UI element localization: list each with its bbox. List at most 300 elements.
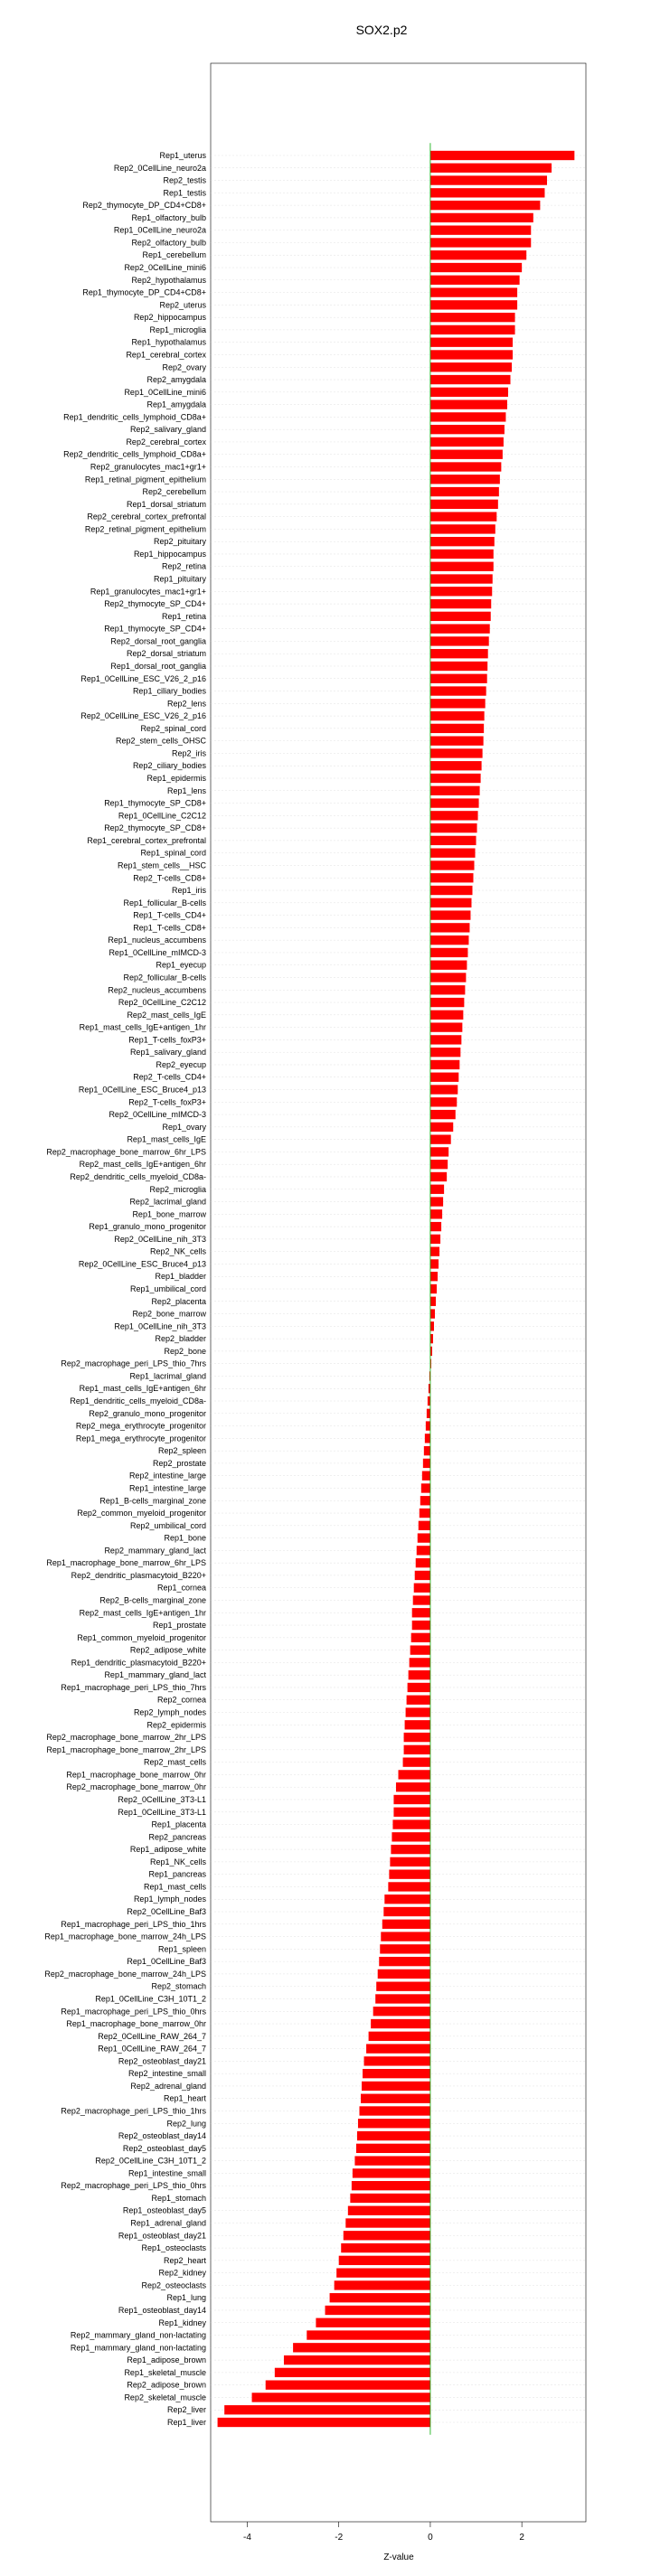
bar <box>430 674 487 683</box>
bar <box>336 2268 430 2277</box>
category-label: Rep1_0CellLine_RAW_264_7 <box>98 2044 206 2054</box>
bar <box>412 1621 430 1630</box>
bar <box>430 425 505 434</box>
bar <box>430 786 480 795</box>
category-label: Rep2_follicular_B-cells <box>123 973 206 982</box>
bar <box>430 935 469 945</box>
bar <box>430 761 482 770</box>
bar <box>275 2368 430 2377</box>
category-label: Rep1_0CellLine_mini6 <box>124 387 206 397</box>
category-label: Rep1_T-cells_CD4+ <box>133 910 206 920</box>
bar <box>430 574 493 583</box>
bar <box>399 1770 430 1779</box>
category-label: Rep1_eyecup <box>156 960 206 970</box>
bar <box>430 1147 448 1156</box>
category-label: Rep1_cerebellum <box>142 250 206 260</box>
category-label: Rep2_mast_cells_IgE <box>127 1010 206 1020</box>
category-label: Rep1_stem_cells__HSC <box>117 860 206 870</box>
bar <box>411 1633 430 1642</box>
bar <box>430 512 496 521</box>
category-label: Rep1_lens <box>166 785 206 795</box>
bar <box>430 1035 461 1044</box>
bar <box>430 636 489 645</box>
category-labels <box>44 151 206 2427</box>
bar <box>430 948 468 957</box>
bar <box>430 524 495 533</box>
bar <box>430 923 470 932</box>
category-label: Rep1_thymocyte_SP_CD8+ <box>104 798 206 808</box>
category-label: Rep1_granulocytes_mac1+gr1+ <box>90 587 206 597</box>
bar <box>430 811 478 820</box>
category-label: Rep2_bone <box>164 1346 206 1356</box>
category-label: Rep1_T-cells_CD8+ <box>133 923 206 933</box>
category-label: Rep2_microglia <box>149 1184 206 1194</box>
bar <box>430 1259 439 1268</box>
bar <box>396 1782 430 1791</box>
category-label: Rep2_0CellLine_3T3-L1 <box>118 1794 206 1804</box>
category-label: Rep2_osteoclasts <box>141 2280 206 2290</box>
category-label: Rep2_0CellLine_neuro2a <box>113 163 206 173</box>
bar <box>425 1434 430 1443</box>
bar <box>430 201 540 210</box>
x-tick-label: -2 <box>335 2533 344 2543</box>
category-label: Rep2_ovary <box>162 362 206 372</box>
bar <box>388 1882 430 1891</box>
category-label: Rep1_macrophage_bone_marrow_0hr <box>66 2019 206 2029</box>
bar <box>293 2343 430 2352</box>
category-label: Rep2_nucleus_accumbens <box>108 985 206 995</box>
category-label: Rep2_thymocyte_SP_CD8+ <box>104 823 206 833</box>
category-label: Rep1_T-cells_foxP3+ <box>128 1035 206 1045</box>
bar <box>430 213 533 222</box>
category-label: Rep2_pancreas <box>148 1832 206 1842</box>
bar <box>430 1097 457 1106</box>
category-label: Rep2_NK_cells <box>149 1246 206 1256</box>
bar <box>430 662 487 671</box>
category-label: Rep1_osteoblast_day21 <box>118 2231 206 2241</box>
category-label: Rep2_epidermis <box>146 1720 206 1730</box>
bar <box>412 1608 430 1617</box>
category-label: Rep1_liver <box>166 2418 206 2427</box>
bar <box>391 1845 430 1854</box>
bar <box>339 2256 430 2265</box>
bar <box>430 1073 458 1082</box>
bar <box>430 798 479 807</box>
category-label: Rep2_kidney <box>158 2268 206 2278</box>
category-label: Rep1_0CellLine_C3H_10T1_2 <box>95 1994 206 2004</box>
category-label: Rep1_mast_cells_IgE+antigen_6hr <box>79 1384 206 1394</box>
bar <box>430 1297 436 1306</box>
bar <box>344 2231 430 2240</box>
bar <box>384 1894 430 1904</box>
bar <box>353 2168 430 2177</box>
bar <box>430 1160 448 1169</box>
category-label: Rep1_dendritic_plasmacytoid_B220+ <box>71 1658 206 1668</box>
category-label: Rep2_0CellLine_mIMCD-3 <box>108 1110 206 1120</box>
category-label: Rep2_stomach <box>151 1981 206 1991</box>
x-tick-label: -4 <box>243 2533 251 2543</box>
bar <box>404 1745 430 1754</box>
bar <box>430 724 484 733</box>
category-label: Rep1_macrophage_bone_marrow_2hr_LPS <box>46 1744 206 1754</box>
bar <box>430 612 491 621</box>
bar <box>418 1533 430 1542</box>
category-label: Rep1_osteoclasts <box>141 2243 206 2253</box>
bar <box>430 737 484 746</box>
category-label: Rep1_umbilical_cord <box>129 1284 206 1293</box>
bar <box>393 1808 429 1817</box>
category-label: Rep1_iris <box>171 886 206 896</box>
category-label: Rep2_dendritic_cells_myeloid_CD8a- <box>70 1171 206 1181</box>
category-label: Rep2_placenta <box>151 1296 206 1306</box>
bar <box>423 1459 430 1468</box>
category-label: Rep1_mast_cells_IgE <box>127 1134 206 1144</box>
category-label: Rep2_heart <box>163 2255 206 2265</box>
bar <box>405 1720 430 1729</box>
bar <box>382 1920 430 1929</box>
category-label: Rep1_macrophage_peri_LPS_thio_7hrs <box>61 1682 206 1692</box>
bar <box>378 1970 430 1979</box>
x-axis-ticks <box>243 2522 524 2543</box>
bar <box>430 1321 434 1330</box>
bar <box>376 1982 430 1991</box>
category-label: Rep2_olfactory_bulb <box>131 238 206 248</box>
category-label: Rep2_spleen <box>157 1446 206 1456</box>
category-label: Rep1_0CellLine_ESC_V26_2_p16 <box>80 673 206 683</box>
bar <box>430 313 515 322</box>
category-label: Rep1_macrophage_peri_LPS_thio_0hrs <box>61 2007 206 2017</box>
category-label: Rep2_0CellLine_ESC_V26_2_p16 <box>80 711 206 721</box>
bar <box>335 2280 430 2289</box>
bar <box>393 1795 429 1804</box>
category-label: Rep2_osteoblast_day5 <box>122 2143 206 2153</box>
category-label: Rep1_intestine_large <box>128 1483 206 1493</box>
category-label: Rep2_lacrimal_gland <box>129 1197 206 1207</box>
category-label: Rep2_cerebellum <box>142 487 206 497</box>
bar <box>416 1558 430 1567</box>
category-label: Rep2_skeletal_muscle <box>124 2393 206 2402</box>
bar <box>361 2094 430 2103</box>
bar <box>430 1309 435 1318</box>
category-label: Rep1_ciliary_bodies <box>132 686 206 696</box>
category-label: Rep2_ciliary_bodies <box>132 761 206 771</box>
category-label: Rep2_amygdala <box>146 375 206 385</box>
bar <box>359 2106 429 2115</box>
bar <box>430 350 513 359</box>
bar <box>430 462 501 471</box>
category-label: Rep1_retina <box>161 611 206 621</box>
bar <box>430 1185 444 1194</box>
bar <box>427 1409 430 1418</box>
category-label: Rep2_lens <box>166 699 206 709</box>
bar <box>430 1272 438 1281</box>
category-label: Rep1_thymocyte_SP_CD4+ <box>104 624 206 634</box>
category-label: Rep2_intestine_large <box>128 1471 206 1481</box>
category-label: Rep2_B-cells_marginal_zone <box>99 1595 206 1605</box>
category-label: Rep1_cerebral_cortex_prefrontal <box>87 835 206 845</box>
category-label: Rep2_hippocampus <box>133 313 206 323</box>
category-label: Rep2_0CellLine_mini6 <box>124 263 206 273</box>
bar <box>364 2056 430 2065</box>
category-label: Rep1_microglia <box>149 324 206 334</box>
category-label: Rep2_adrenal_gland <box>130 2081 206 2091</box>
category-label: Rep1_granulo_mono_progenitor <box>89 1222 206 1232</box>
category-label: Rep1_thymocyte_DP_CD4+CD8+ <box>82 287 206 297</box>
bar <box>430 263 522 272</box>
bar <box>430 325 515 334</box>
category-label: Rep2_lung <box>166 2119 206 2129</box>
bar <box>366 2044 430 2053</box>
bar <box>406 1707 430 1716</box>
category-label: Rep1_0CellLine_mIMCD-3 <box>108 947 206 957</box>
category-label: Rep2_retinal_pigment_epithelium <box>84 524 206 534</box>
bar <box>369 2032 430 2041</box>
bar <box>404 1733 430 1742</box>
category-label: Rep2_mast_cells_IgE+antigen_6hr <box>79 1160 206 1170</box>
category-label: Rep2_pituitary <box>153 537 206 547</box>
category-label: Rep1_bladder <box>155 1272 206 1282</box>
category-label: Rep2_mast_cells <box>143 1757 206 1767</box>
bar <box>430 388 508 397</box>
bar <box>419 1521 430 1530</box>
category-label: Rep2_spinal_cord <box>140 723 206 733</box>
bar <box>430 500 498 509</box>
category-label: Rep2_bladder <box>155 1334 206 1344</box>
bar <box>430 1134 451 1143</box>
bar <box>392 1832 430 1841</box>
category-label: Rep2_stem_cells_OHSC <box>115 736 206 746</box>
category-label: Rep2_bone_marrow <box>132 1309 206 1319</box>
category-label: Rep1_mega_erythrocyte_progenitor <box>75 1434 206 1443</box>
category-label: Rep2_osteoblast_day14 <box>118 2131 206 2141</box>
bar <box>430 961 467 970</box>
category-label: Rep1_mammary_gland_lact <box>104 1670 206 1680</box>
x-axis-title: Z-value <box>383 2552 414 2562</box>
category-label: Rep2_0CellLine_ESC_Bruce4_p13 <box>78 1259 206 1269</box>
bar <box>380 1944 430 1953</box>
category-label: Rep1_common_myeloid_progenitor <box>77 1632 206 1642</box>
bar <box>326 2306 430 2315</box>
bar <box>420 1496 430 1505</box>
bar <box>426 1421 430 1430</box>
bar <box>350 2194 430 2203</box>
bar <box>417 1546 430 1555</box>
bar <box>430 587 492 596</box>
bar <box>430 711 485 720</box>
bar <box>430 686 486 695</box>
bar <box>362 2082 430 2091</box>
category-label: Rep2_dendritic_plasmacytoid_B220+ <box>71 1570 206 1580</box>
category-label: Rep1_spinal_cord <box>140 848 206 858</box>
bar <box>430 1060 459 1069</box>
category-label: Rep2_common_myeloid_progenitor <box>77 1509 206 1518</box>
category-label: Rep1_mast_cells <box>143 1882 206 1892</box>
category-label: Rep1_intestine_small <box>127 2168 206 2178</box>
category-label: Rep1_follicular_B-cells <box>123 898 206 907</box>
bar <box>430 1209 442 1218</box>
category-label: Rep1_hypothalamus <box>131 337 206 347</box>
category-label: Rep1_heart <box>163 2093 206 2103</box>
bar <box>373 2007 430 2016</box>
bar <box>218 2418 430 2427</box>
bar <box>430 873 474 882</box>
category-label: Rep1_macrophage_peri_LPS_thio_1hrs <box>61 1919 206 1929</box>
category-label: Rep2_osteoblast_day21 <box>118 2056 206 2066</box>
category-label: Rep2_testis <box>163 175 206 185</box>
bar <box>224 2405 430 2414</box>
category-label: Rep2_adipose_white <box>129 1645 206 1655</box>
category-label: Rep2_dorsal_striatum <box>126 649 206 659</box>
category-label: Rep2_macrophage_peri_LPS_thio_0hrs <box>61 2181 206 2191</box>
category-label: Rep1_cerebral_cortex <box>126 350 206 360</box>
category-label: Rep2_salivary_gland <box>129 425 206 435</box>
bar <box>356 2144 430 2153</box>
bar <box>430 849 476 858</box>
bar <box>413 1595 430 1604</box>
bar <box>430 599 491 608</box>
category-label: Rep2_hypothalamus <box>131 275 206 285</box>
bar <box>430 1172 447 1181</box>
category-label: Rep1_osteoblast_day5 <box>122 2205 206 2215</box>
bar <box>252 2393 430 2402</box>
category-label: Rep1_macrophage_bone_marrow_6hr_LPS <box>46 1558 206 1568</box>
bar <box>410 1645 430 1654</box>
bar <box>430 238 531 247</box>
bar <box>410 1658 430 1667</box>
bar <box>381 1932 430 1941</box>
category-label: Rep2_thymocyte_DP_CD4+CD8+ <box>82 201 206 211</box>
bar <box>430 1246 439 1255</box>
category-label: Rep2_liver <box>166 2405 206 2415</box>
bar <box>430 287 517 296</box>
category-label: Rep2_cerebral_cortex_prefrontal <box>87 512 206 522</box>
bar <box>408 1683 430 1692</box>
bar <box>430 748 483 757</box>
category-label: Rep1_retinal_pigment_epithelium <box>84 475 206 484</box>
category-label: Rep2_mammary_gland_non-lactating <box>70 2330 206 2340</box>
category-label: Rep1_mammary_gland_non-lactating <box>70 2343 206 2353</box>
bar <box>430 774 481 783</box>
category-label: Rep2_eyecup <box>156 1059 206 1069</box>
bar <box>403 1757 430 1766</box>
bar <box>352 2181 430 2190</box>
bar <box>430 699 486 708</box>
bar <box>330 2293 430 2302</box>
category-label: Rep1_dendritic_cells_myeloid_CD8a- <box>70 1396 206 1406</box>
bar <box>341 2243 430 2252</box>
bar <box>354 2156 430 2165</box>
category-label: Rep2_macrophage_bone_marrow_2hr_LPS <box>46 1733 206 1743</box>
category-label: Rep1_macrophage_bone_marrow_24h_LPS <box>44 1932 206 1941</box>
bar <box>307 2330 430 2339</box>
category-label: Rep1_amygdala <box>146 400 206 409</box>
bar <box>430 412 506 421</box>
category-label: Rep2_0CellLine_Baf3 <box>127 1907 206 1917</box>
category-label: Rep1_0CellLine_3T3-L1 <box>118 1807 206 1817</box>
category-label: Rep2_mega_erythrocyte_progenitor <box>75 1421 206 1431</box>
bar <box>430 338 513 347</box>
category-label: Rep1_uterus <box>159 151 206 160</box>
category-label: Rep1_0CellLine_nih_3T3 <box>114 1321 206 1331</box>
bar <box>430 276 520 285</box>
bar <box>379 1957 430 1966</box>
category-label: Rep1_olfactory_bulb <box>131 212 206 222</box>
bar <box>430 487 499 496</box>
category-label: Rep1_pituitary <box>153 574 206 584</box>
category-label: Rep1_B-cells_marginal_zone <box>99 1496 206 1506</box>
bar <box>430 151 574 160</box>
category-label: Rep1_spleen <box>157 1944 206 1954</box>
bar <box>430 400 507 409</box>
category-label: Rep1_cornea <box>156 1583 206 1593</box>
bar <box>430 1197 443 1206</box>
category-label: Rep1_0CellLine_neuro2a <box>113 225 206 235</box>
bar <box>316 2318 430 2327</box>
bar <box>430 188 545 197</box>
category-label: Rep2_0CellLine_C3H_10T1_2 <box>95 2156 206 2166</box>
bar <box>430 998 464 1007</box>
category-label: Rep2_granulo_mono_progenitor <box>89 1408 206 1418</box>
bar <box>430 164 552 173</box>
category-label: Rep1_dendritic_cells_lymphoid_CD8a+ <box>63 412 206 422</box>
category-label: Rep1_adipose_white <box>129 1845 206 1855</box>
category-label: Rep2_cornea <box>156 1695 206 1705</box>
category-label: Rep2_0CellLine_RAW_264_7 <box>98 2031 206 2041</box>
category-label: Rep1_0CellLine_C2C12 <box>118 811 206 821</box>
category-label: Rep1_placenta <box>151 1819 206 1829</box>
bar <box>430 550 494 559</box>
bar <box>430 1284 437 1293</box>
category-label: Rep2_macrophage_peri_LPS_thio_7hrs <box>61 1359 206 1368</box>
x-tick-label: 2 <box>519 2533 524 2543</box>
category-label: Rep2_cerebral_cortex <box>126 437 206 447</box>
category-label: Rep2_macrophage_bone_marrow_24h_LPS <box>44 1969 206 1979</box>
bar <box>430 1235 440 1244</box>
category-label: Rep2_prostate <box>152 1458 206 1468</box>
category-label: Rep1_NK_cells <box>149 1857 206 1866</box>
category-label: Rep1_salivary_gland <box>129 1048 206 1058</box>
bar <box>430 649 488 658</box>
category-label: Rep1_lung <box>166 2293 206 2303</box>
category-label: Rep1_0CellLine_ESC_Bruce4_p13 <box>78 1085 206 1095</box>
category-label: Rep1_stomach <box>151 2193 206 2203</box>
bar <box>430 437 504 447</box>
bar <box>363 2069 430 2078</box>
bar <box>430 1334 433 1343</box>
bar <box>414 1584 430 1593</box>
category-label: Rep2_retina <box>161 561 206 571</box>
bar <box>422 1471 430 1481</box>
bar <box>430 1222 441 1231</box>
bar <box>415 1571 430 1580</box>
category-label: Rep1_hippocampus <box>133 549 206 559</box>
category-label: Rep2_mast_cells_IgE+antigen_1hr <box>79 1608 206 1618</box>
bar <box>430 226 531 235</box>
bar <box>430 250 526 259</box>
bar <box>430 985 465 994</box>
category-label: Rep2_iris <box>171 748 206 758</box>
category-label: Rep1_osteoblast_day14 <box>118 2305 206 2315</box>
bar <box>430 886 473 895</box>
bar <box>430 1085 458 1094</box>
bar <box>430 537 495 546</box>
x-tick-label: 0 <box>428 2533 433 2543</box>
category-label: Rep1_macrophage_bone_marrow_0hr <box>66 1770 206 1780</box>
category-label: Rep1_dorsal_striatum <box>126 499 206 509</box>
bar <box>392 1819 430 1829</box>
category-label: Rep2_mammary_gland_lact <box>104 1546 206 1556</box>
bar <box>357 2131 430 2140</box>
